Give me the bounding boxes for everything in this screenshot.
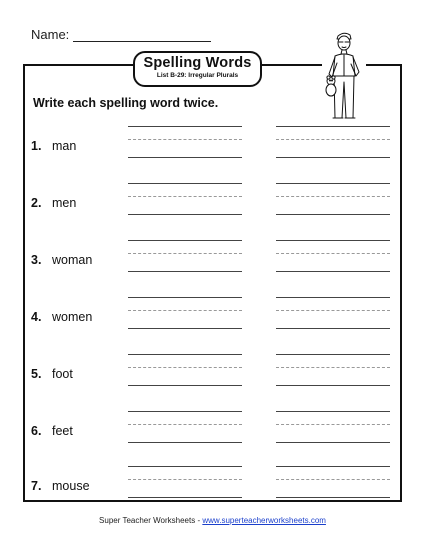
footer xyxy=(0,516,425,525)
word-number: 7. xyxy=(31,479,42,493)
writing-line-first[interactable] xyxy=(128,126,242,158)
word-row xyxy=(0,350,425,390)
name-label: Name: xyxy=(31,27,70,42)
writing-line-first[interactable] xyxy=(128,297,242,329)
footer-text: Super Teacher Worksheets - xyxy=(99,516,203,525)
word-row xyxy=(0,179,425,219)
word-number: 1. xyxy=(31,139,42,153)
writing-line-second[interactable] xyxy=(276,297,390,329)
title-box xyxy=(133,51,262,87)
writing-line-first[interactable] xyxy=(128,354,242,386)
writing-line-second[interactable] xyxy=(276,183,390,215)
writing-line-second[interactable] xyxy=(276,126,390,158)
writing-line-second[interactable] xyxy=(276,354,390,386)
word-number: 4. xyxy=(31,310,42,324)
page-title: Spelling Words xyxy=(143,55,252,71)
writing-line-second[interactable] xyxy=(276,240,390,272)
spelling-word: foot xyxy=(52,367,73,381)
word-number: 5. xyxy=(31,367,42,381)
word-number: 6. xyxy=(31,424,42,438)
word-row xyxy=(0,122,425,162)
spelling-word: women xyxy=(52,310,93,324)
spelling-word: mouse xyxy=(52,479,90,493)
spelling-word: feet xyxy=(52,424,73,438)
writing-line-first[interactable] xyxy=(128,240,242,272)
name-field xyxy=(31,27,211,42)
word-row xyxy=(0,464,425,504)
word-number: 3. xyxy=(31,253,42,267)
writing-line-first[interactable] xyxy=(128,411,242,443)
writing-line-second[interactable] xyxy=(276,411,390,443)
man-illustration xyxy=(322,30,366,122)
instructions: Write each spelling word twice. xyxy=(33,96,219,110)
writing-line-first[interactable] xyxy=(128,183,242,215)
writing-line-first[interactable] xyxy=(128,466,242,498)
footer-link[interactable]: www.superteacherworksheets.com xyxy=(202,516,326,525)
spelling-word: man xyxy=(52,139,77,153)
spelling-word: woman xyxy=(52,253,93,267)
writing-line-second[interactable] xyxy=(276,466,390,498)
word-number: 2. xyxy=(31,196,42,210)
word-row xyxy=(0,407,425,447)
spelling-word: men xyxy=(52,196,77,210)
list-subtitle: List B-29: Irregular Plurals xyxy=(156,72,239,79)
name-blank-line[interactable] xyxy=(73,29,211,42)
word-row xyxy=(0,236,425,276)
word-row xyxy=(0,293,425,333)
